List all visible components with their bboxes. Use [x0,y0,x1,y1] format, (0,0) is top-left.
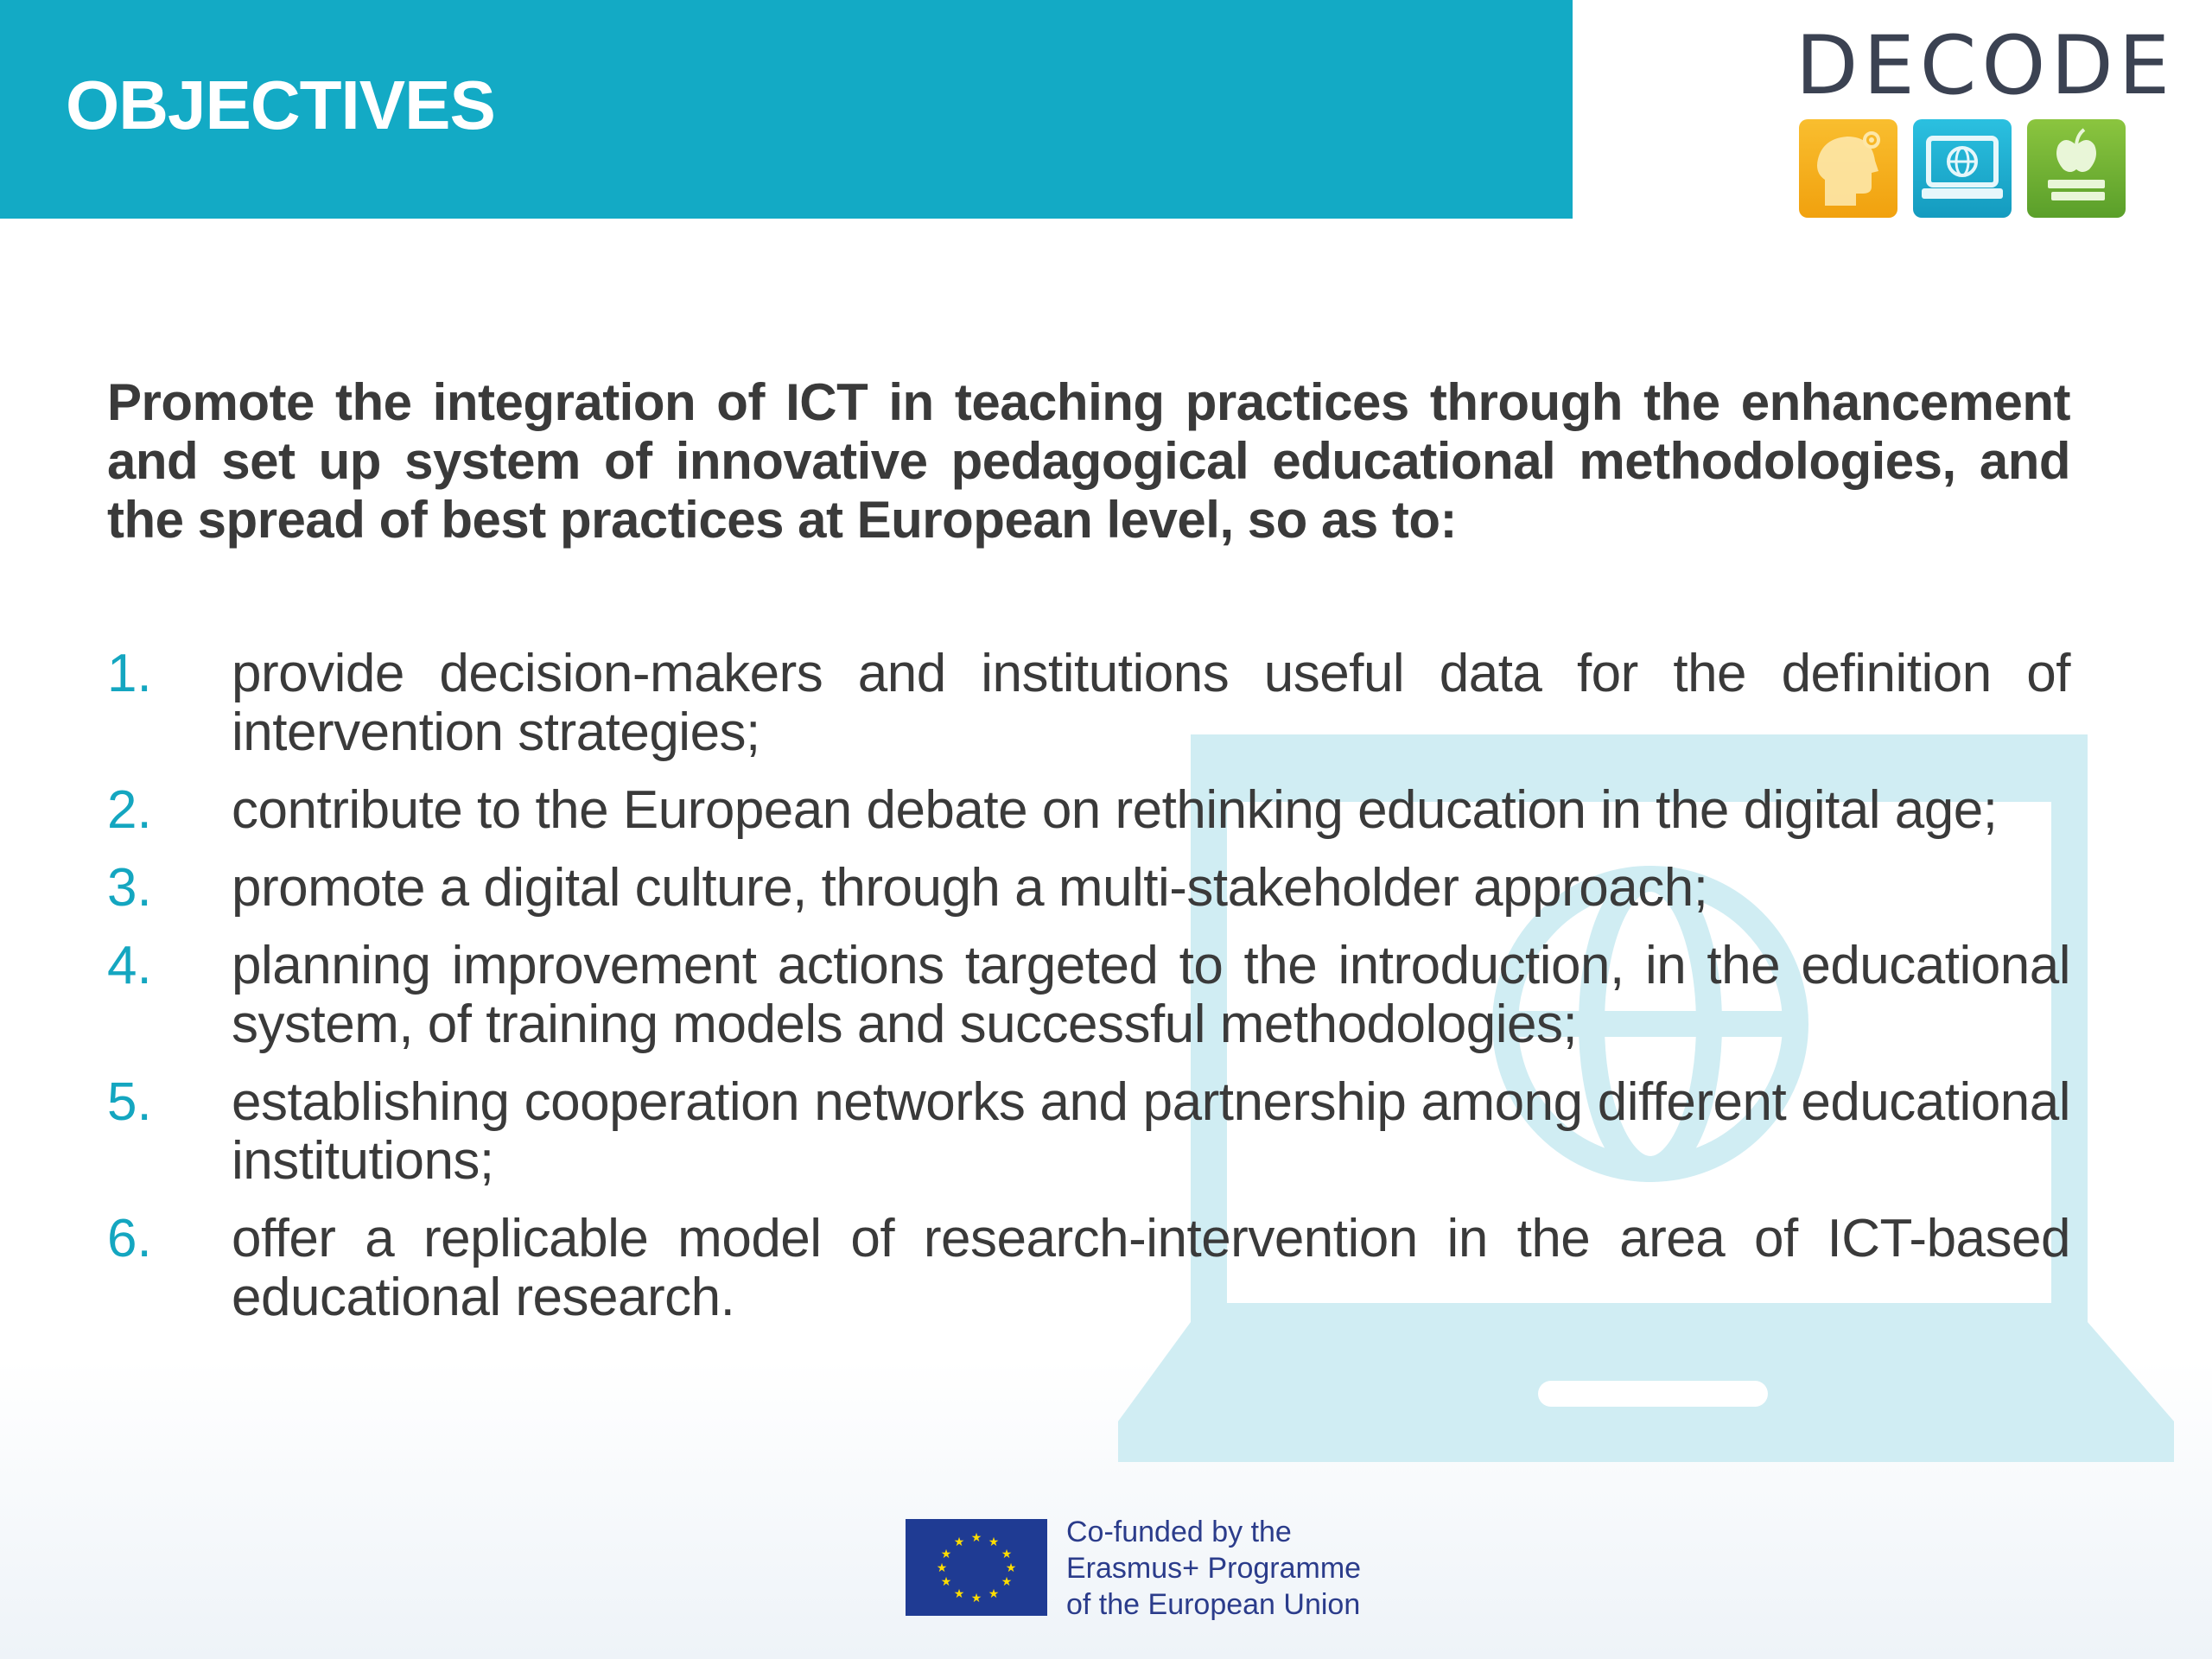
svg-text:★: ★ [970,1531,982,1545]
objectives-list [107,645,2070,1346]
list-item-text: promote a digital culture, through a multi-stakeholder approach; [232,858,1708,918]
eu-flag-icon [906,1519,1047,1616]
svg-text:★: ★ [953,1535,965,1549]
list-item-number: 3. [107,858,152,918]
svg-text:★: ★ [940,1575,952,1589]
svg-text:★: ★ [936,1561,948,1575]
svg-text:★: ★ [1005,1561,1017,1575]
list-item [107,859,2070,918]
slide-title: OBJECTIVES [66,67,495,143]
list-item-number: 5. [107,1072,152,1132]
logo-wordmark: DECODE [1796,19,2176,113]
decode-logo [1796,19,2176,221]
svg-text:★: ★ [970,1592,982,1605]
svg-text:★: ★ [953,1587,965,1601]
list-item-text: contribute to the European debate on rethinking education in the digital age; [232,780,1998,840]
header-band [0,0,1573,219]
head-gear-icon [1799,119,1897,218]
list-item-text: planning improvement actions targeted to the introduction, in the educational system, of training models and successful methodologies; [232,936,2070,1054]
list-item-number: 6. [107,1209,152,1268]
list-item-text: provide decision-makers and institutions useful data for the definition of intervention strategies; [232,644,2070,762]
list-item-number: 1. [107,644,152,703]
intro-paragraph: Promote the integration of ICT in teaching practices through the enhancement and set up system of innovative pedagogical educational methodologies, and the spread of best practices at European level, so as to: [107,373,2070,549]
eu-funding-line: of the European Union [1066,1588,1361,1621]
list-item [107,1210,2070,1327]
list-item-text: establishing cooperation networks and partnership among different educational institutions; [232,1072,2070,1191]
apple-books-icon [2027,119,2126,218]
list-item-number: 2. [107,780,152,840]
list-item [107,781,2070,840]
list-item-number: 4. [107,936,152,995]
eu-funding-line: Co-funded by the [1066,1516,1292,1548]
svg-text:★: ★ [988,1587,1000,1601]
list-item-text: offer a replicable model of research-intervention in the area of ICT-based educational research. [232,1209,2070,1327]
svg-text:★: ★ [988,1535,1000,1549]
svg-text:★: ★ [1001,1548,1013,1561]
laptop-globe-icon [1913,119,2012,218]
list-item [107,1073,2070,1191]
list-item [107,645,2070,762]
eu-funding-line: Erasmus+ Programme [1066,1552,1362,1585]
svg-text:★: ★ [940,1548,952,1561]
svg-text:★: ★ [1001,1575,1013,1589]
eu-funding-note [1066,1514,1361,1623]
list-item [107,937,2070,1054]
